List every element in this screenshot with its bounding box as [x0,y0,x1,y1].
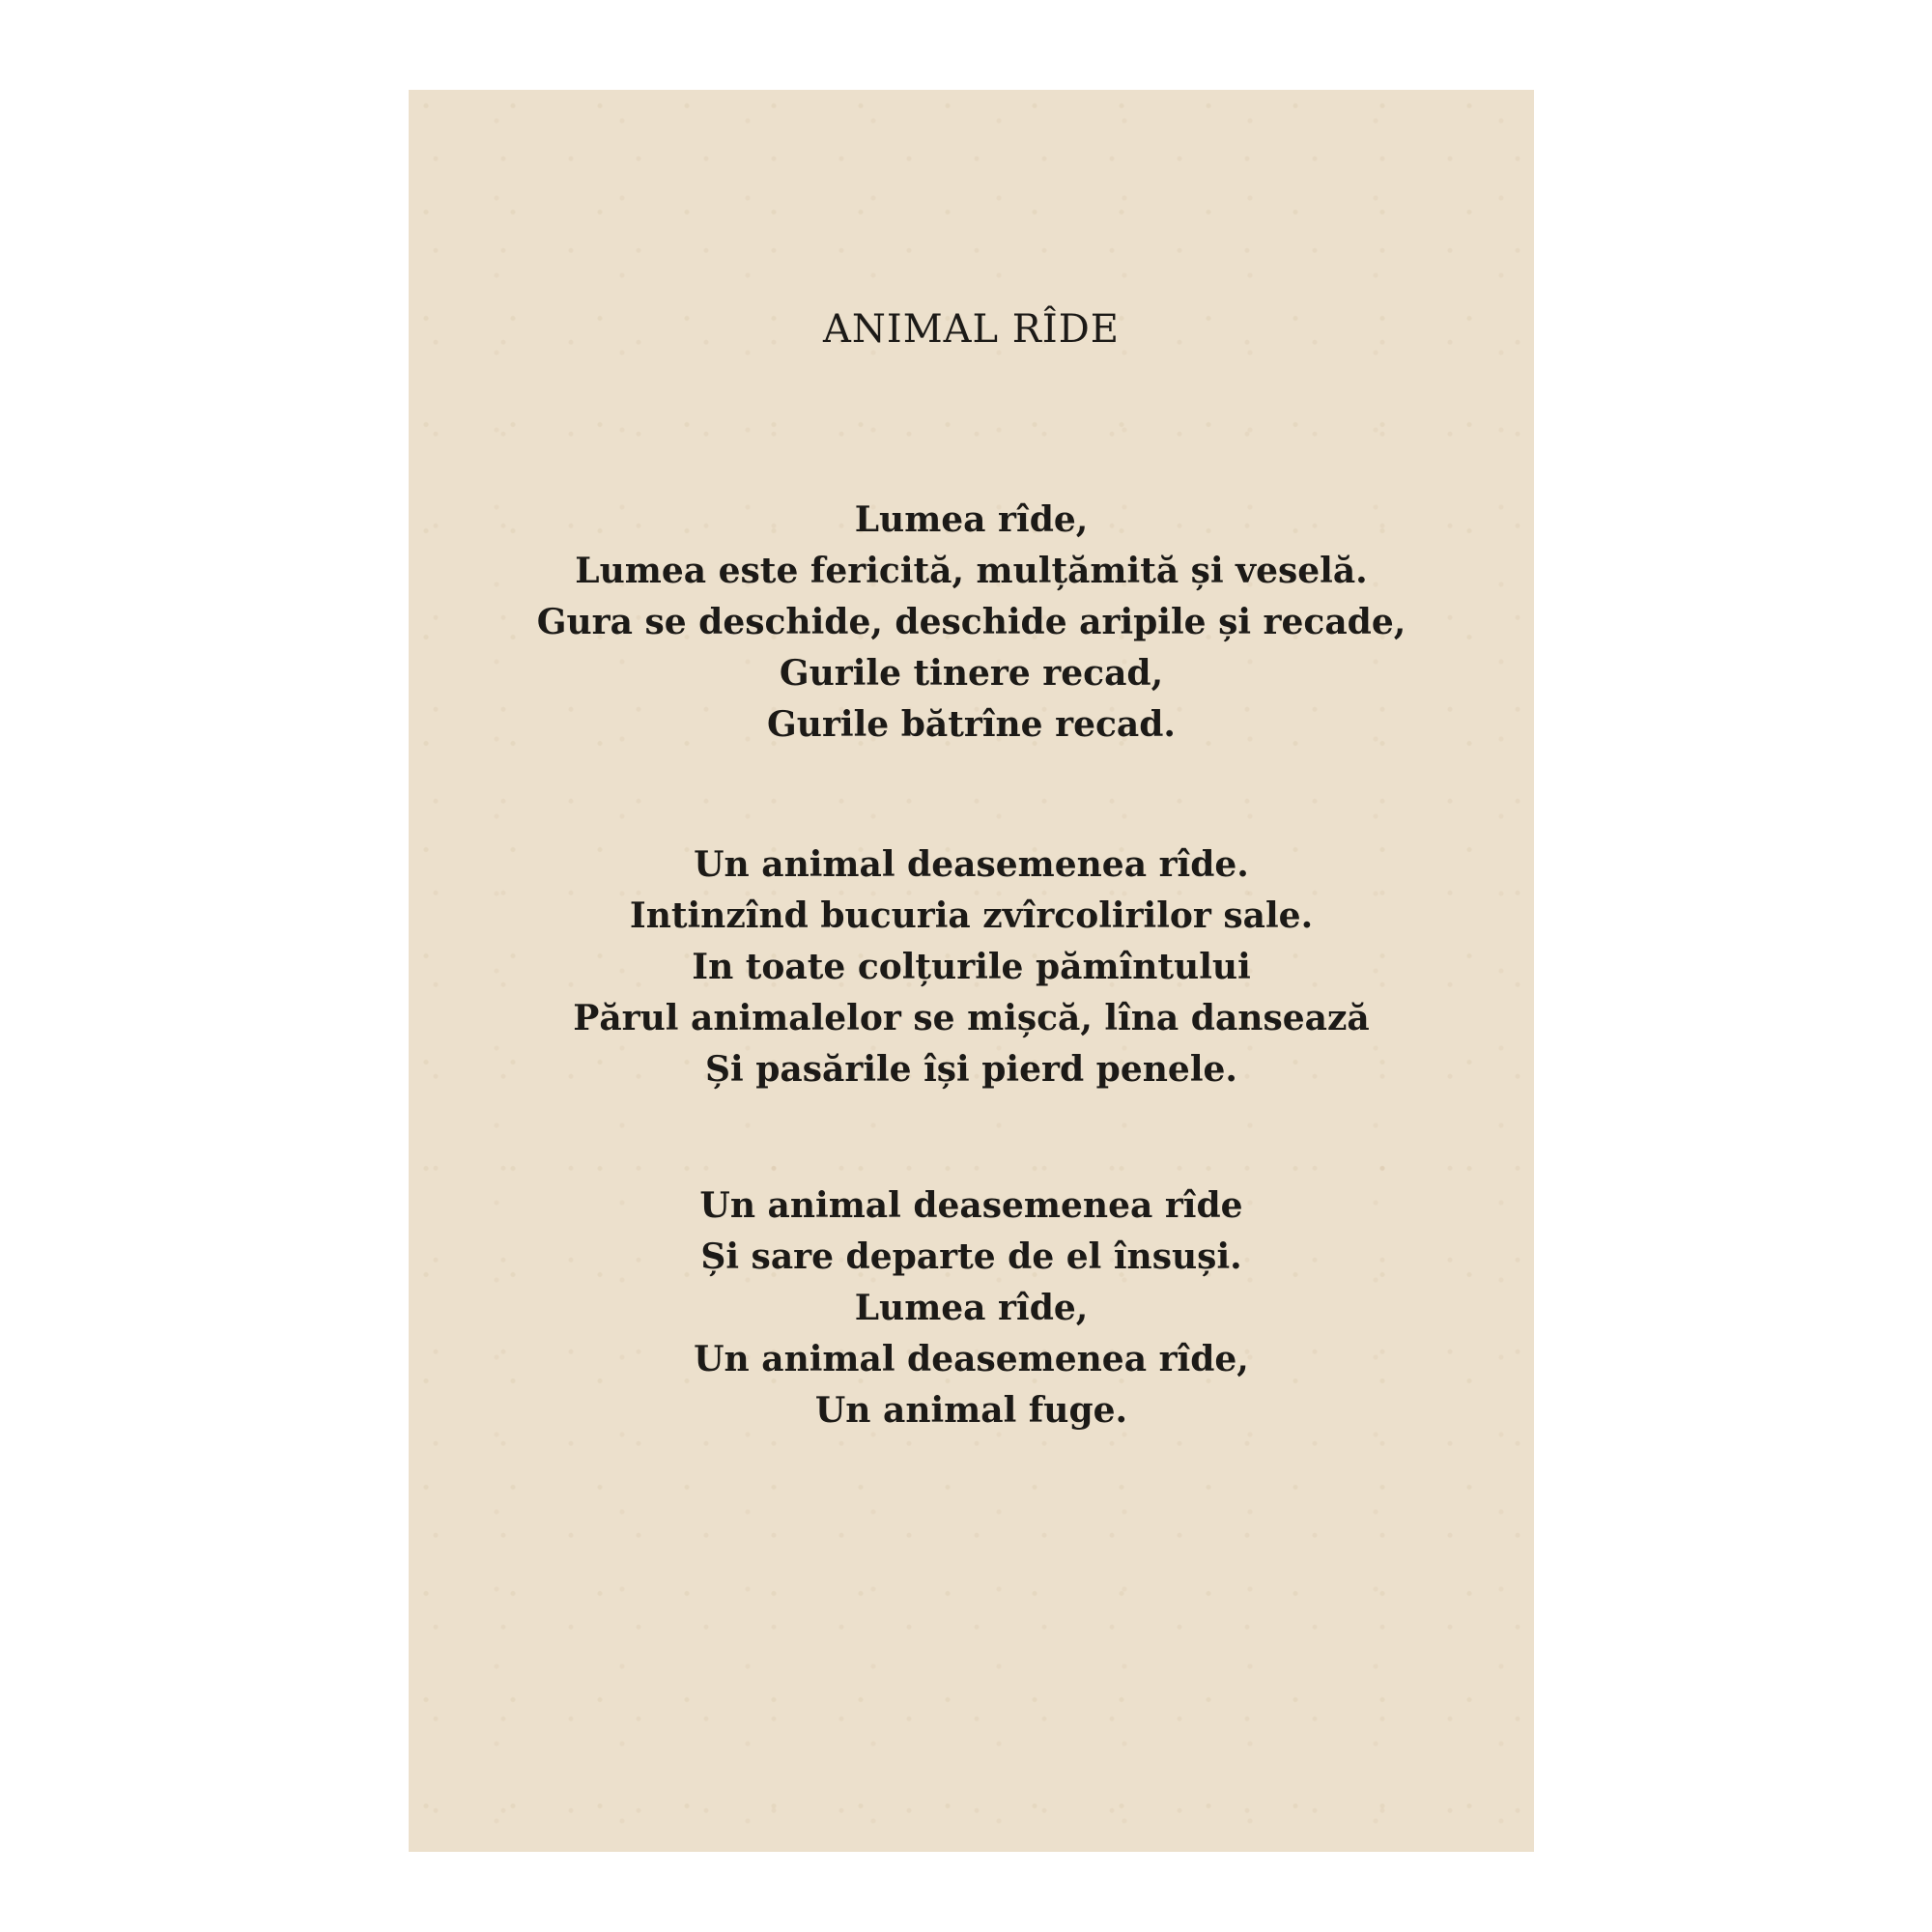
verse-line: Gurile bătrîne recad. [767,704,1176,745]
verse-line: Lumea rîde, [854,499,1089,540]
verse-line: Intinzînd bucuria zvîrcolirilor sale. [629,895,1314,936]
verse-line: Un animal deasemenea rîde [699,1185,1243,1226]
verse-line: Lumea rîde, [854,1288,1089,1328]
poem-title: ANIMAL RÎDE [823,307,1120,352]
stanza-2 [409,839,1534,1095]
verse-line: Părul animalelor se mișcă, lîna dansează [573,998,1370,1038]
verse-line: Gurile tinere recad, [779,653,1164,694]
verse-line: Și pasările își pierd penele. [705,1049,1237,1090]
stanza-3 [409,1180,1534,1436]
book-page [409,90,1534,1852]
verse-line: In toate colțurile pămîntului [692,947,1251,987]
verse-line: Un animal deasemenea rîde. [694,844,1249,885]
verse-line: Lumea este fericită, mulțămită și veselă. [575,551,1368,591]
verse-line: Un animal deasemenea rîde, [694,1339,1249,1379]
stanza-1 [409,495,1534,751]
verse-line: Și sare departe de el însuși. [700,1236,1242,1277]
verse-line: Gura se deschide, deschide aripile și recade, [536,602,1406,642]
verse-line: Un animal fuge. [814,1390,1128,1431]
